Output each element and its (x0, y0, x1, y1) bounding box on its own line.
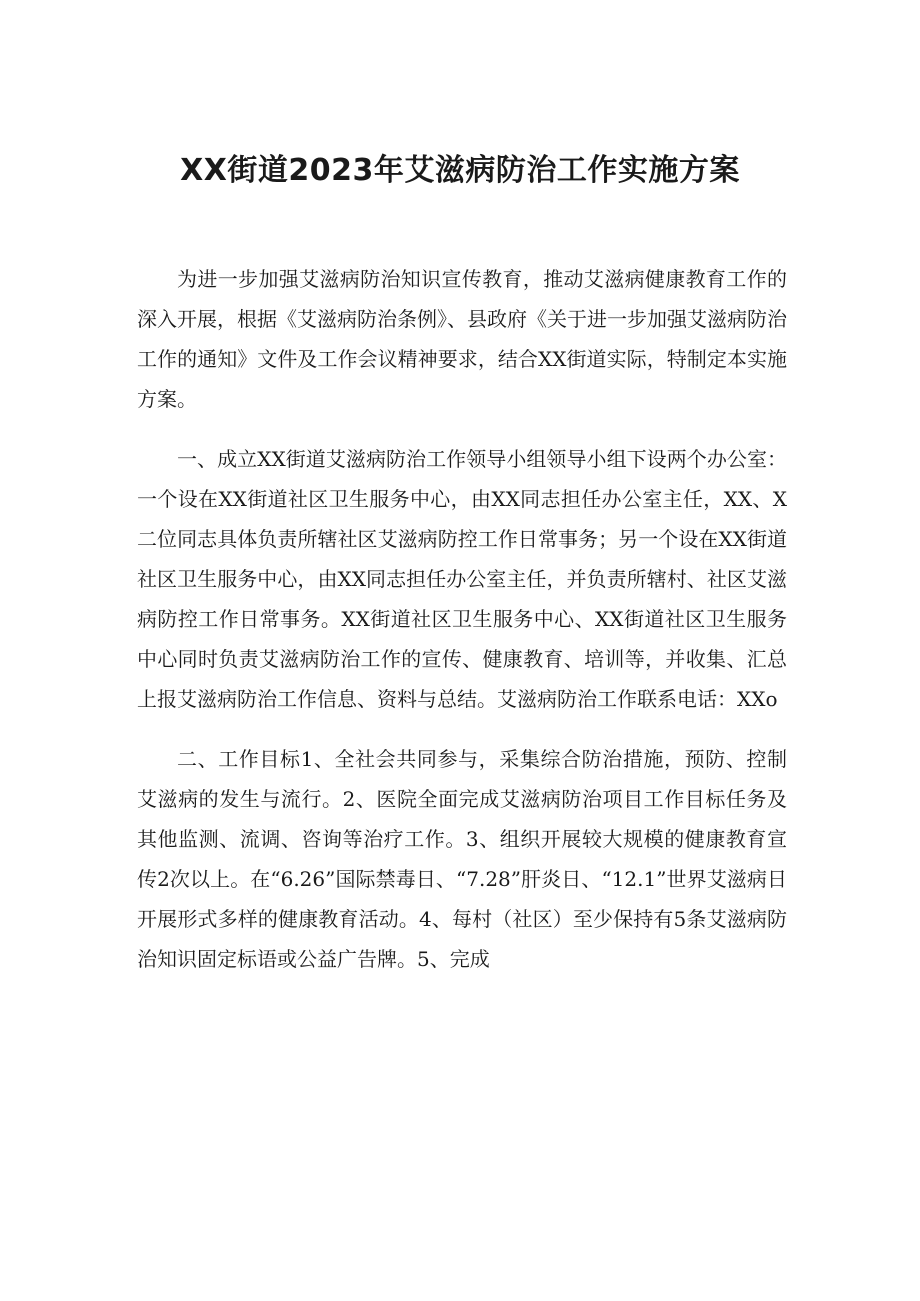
paragraph-intro: 为进一步加强艾滋病防治知识宣传教育，推动艾滋病健康教育工作的深入开展，根据《艾滋病防治条例》、县政府《关于进一步加强艾滋病防治工作的通知》文件及工作会议精神要求，结合XX街道实际，特制定本实施方案。 (137, 267, 787, 411)
paragraph-section-two: 二、工作目标1、全社会共同参与，采集综合防治措施，预防、控制艾滋病的发生与流行。2、医院全面完成艾滋病防治项目工作目标任务及其他监测、流调、咨询等治疗工作。3、组织开展较大规模的健康教育宣传2次以上。在“6.26”国际禁毒日、“7.28”肝炎日、“12.1”世界艾滋病日开展形式多样的健康教育活动。4、每村（社区）至少保持有5条艾滋病防治知识固定标语或公益广告牌。5、完成 (137, 747, 787, 971)
document-title: XX街道2023年艾滋病防治工作实施方案 (180, 153, 740, 188)
paragraph-section-one: 一、成立XX街道艾滋病防治工作领导小组领导小组下设两个办公室：一个设在XX街道社区卫生服务中心，由XX同志担任办公室主任，XX、X二位同志具体负责所辖社区艾滋病防控工作日常事务；另一个设在XX街道社区卫生服务中心，由XX同志担任办公室主任，并负责所辖村、社区艾滋病防控工作日常事务。XX街道社区卫生服务中心、XX街道社区卫生服务中心同时负责艾滋病防治工作的宣传、健康教育、培训等，并收集、汇总上报艾滋病防治工作信息、资料与总结。艾滋病防治工作联系电话：XXo (137, 447, 787, 711)
document-body (137, 259, 787, 999)
